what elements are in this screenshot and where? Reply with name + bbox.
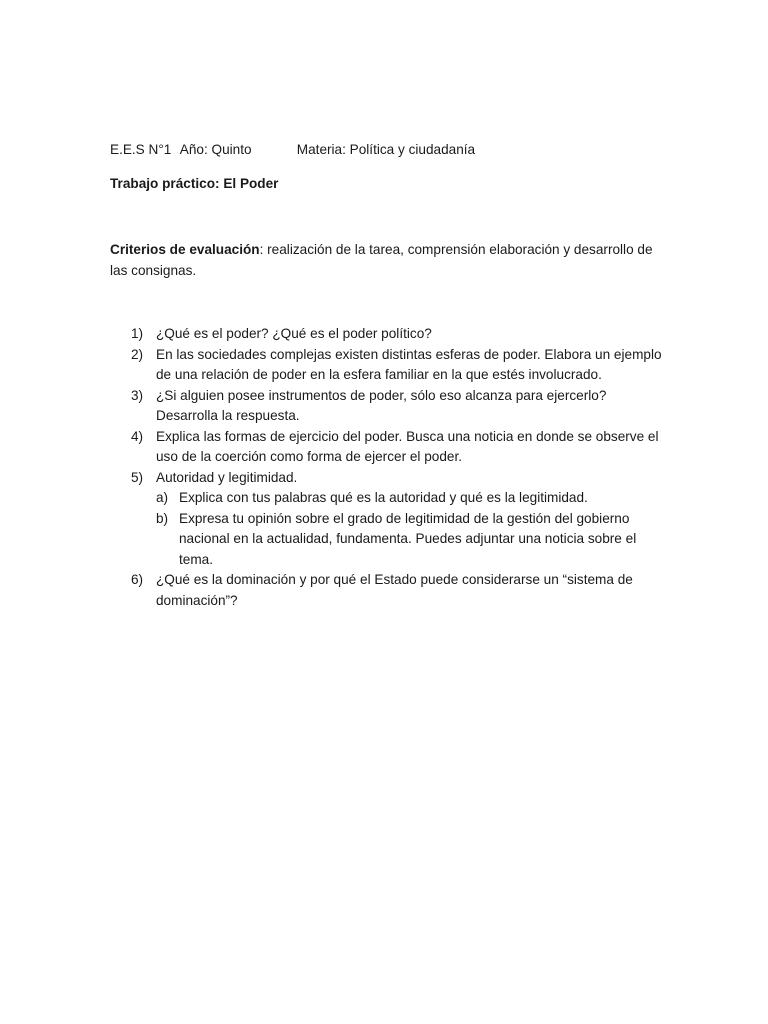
subquestion-item-b	[156, 509, 670, 571]
subquestion-letter: b)	[156, 510, 169, 526]
question-text: ¿Qué es el poder? ¿Qué es el poder político?	[156, 326, 432, 341]
question-item-2	[110, 345, 670, 386]
question-number: 2)	[131, 346, 144, 362]
question-text: En las sociedades complejas existen distintas esferas de poder. Elabora un ejemplo de una relación de poder en la esfera familiar en la que estés involucrado.	[156, 346, 662, 382]
title-label: Trabajo práctico	[110, 176, 216, 191]
subquestion-letter: a)	[156, 490, 169, 505]
question-number: 5)	[131, 469, 144, 485]
subquestion-text: Expresa tu opinión sobre el grado de legitimidad de la gestión del gobierno nacional en la actualidad, fundamenta. Puedes adjuntar una noticia sobre el tema.	[179, 510, 637, 567]
question-text: Autoridad y legitimidad.	[156, 469, 298, 485]
question-text: Explica las formas de ejercicio del poder. Busca una noticia en donde se observe el uso de la coerción como forma de ejercer el poder.	[156, 428, 659, 464]
question-number: 3)	[131, 387, 144, 403]
school-year: Año: Quinto	[179, 142, 252, 157]
question-number: 1)	[131, 326, 144, 341]
question-number: 4)	[131, 428, 144, 444]
question-text: ¿Si alguien posee instrumentos de poder, sólo eso alcanza para ejercerlo? Desarrolla la respuesta.	[156, 387, 607, 423]
question-item-4	[110, 427, 670, 468]
subject-name: Materia: Política y ciudadanía	[296, 142, 476, 157]
subquestion-text: Explica con tus palabras qué es la autoridad y qué es la legitimidad.	[179, 490, 588, 505]
title-value: : El Poder	[215, 176, 279, 191]
evaluation-criteria	[110, 239, 670, 281]
school-name: E.E.S N°1	[110, 142, 172, 157]
assignment-title	[110, 175, 278, 193]
criteria-label: Criterios de evaluación	[110, 242, 260, 257]
question-item-6	[110, 570, 670, 611]
header-line	[110, 141, 475, 159]
question-text: ¿Qué es la dominación y por qué el Estado puede considerarse un “sistema de dominación”?	[156, 572, 633, 608]
questions-list	[110, 324, 670, 611]
subquestion-item-a	[156, 488, 670, 509]
subquestions-list	[156, 488, 670, 570]
criteria-text: : realización de la tarea, comprensión elaboración y desarrollo de las consignas.	[110, 242, 653, 278]
question-number: 6)	[131, 572, 144, 587]
question-item-5	[110, 468, 670, 571]
question-item-1	[110, 324, 670, 345]
question-item-3	[110, 386, 670, 427]
